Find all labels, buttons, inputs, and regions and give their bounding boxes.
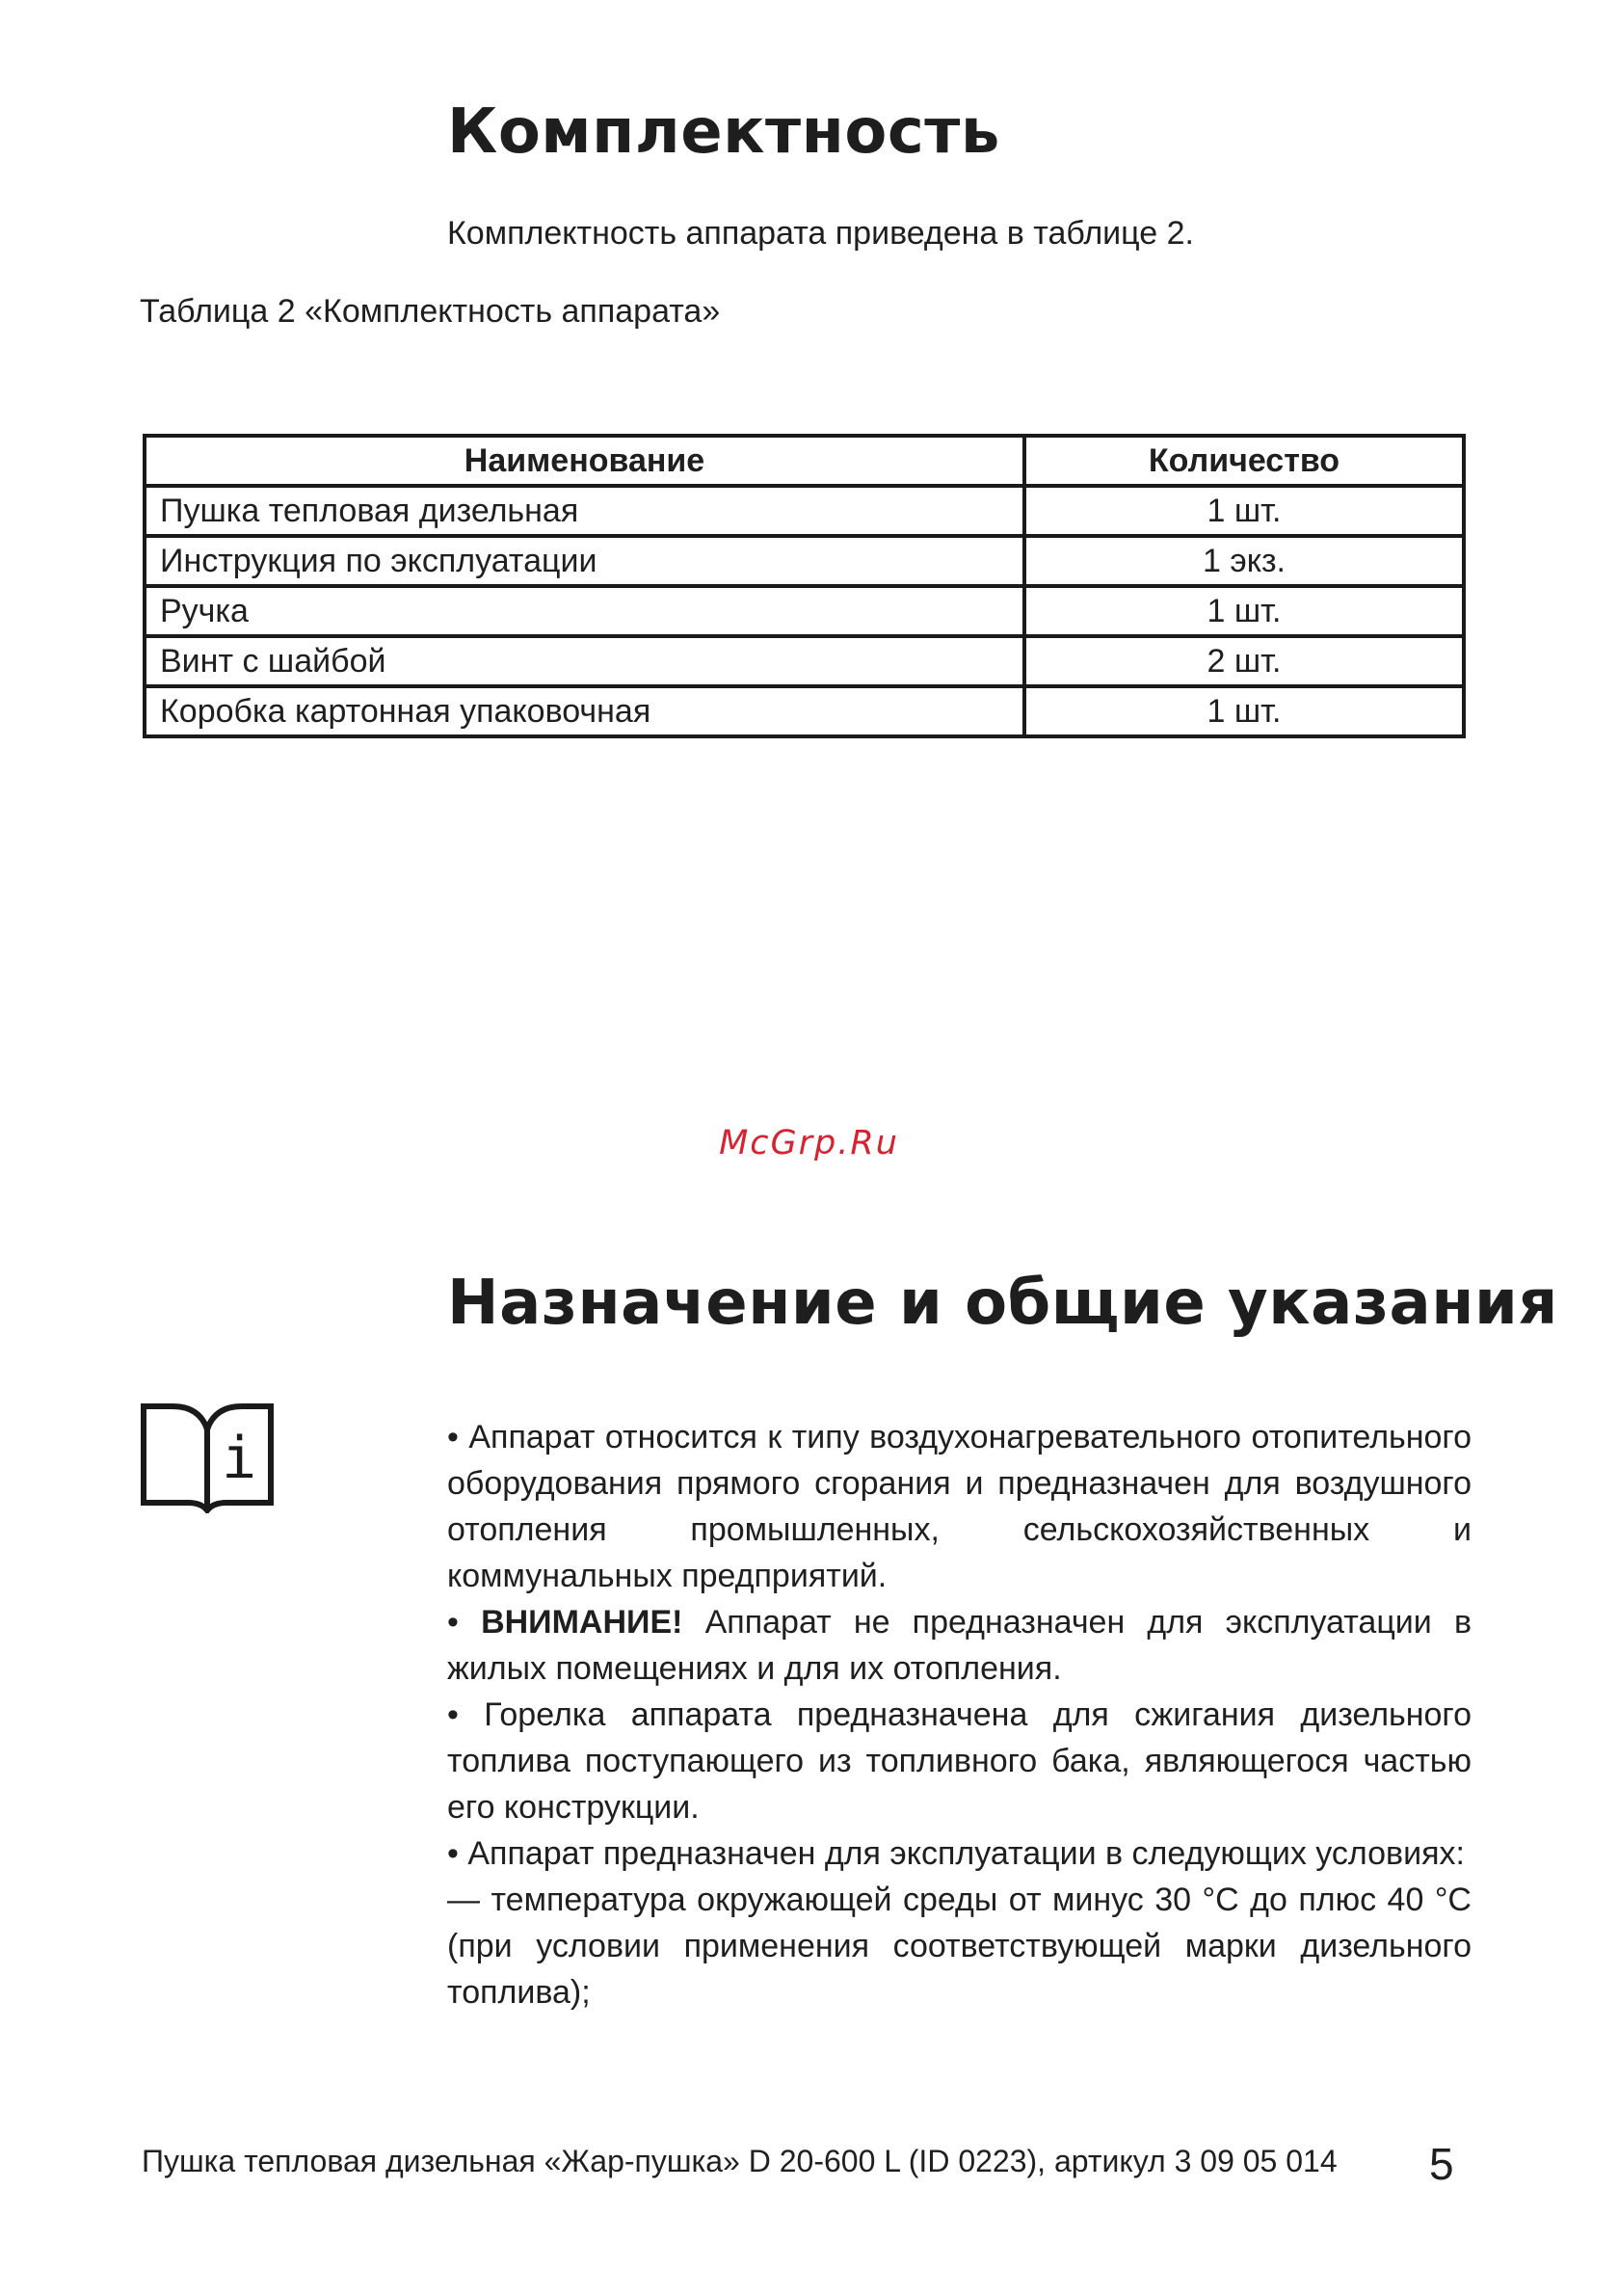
table-row	[145, 486, 1464, 536]
paragraph: • Аппарат относится к типу воздухонагревательного отопительного оборудования прямого сгорания и предназначен для воздушного отопления промышленных, сельскохозяйственных и коммунальных предприятий.	[447, 1419, 1472, 1594]
item-name: Коробка картонная упаковочная	[145, 686, 1024, 736]
section-title-kit: Комплектность	[447, 96, 1000, 168]
purpose-body	[447, 1414, 1472, 2016]
paragraph: • Аппарат предназначен для эксплуатации в следующих условиях:	[447, 1835, 1465, 1872]
item-quantity: 1 экз.	[1024, 536, 1464, 586]
table-header-row	[145, 436, 1464, 486]
item-name: Пушка тепловая дизельная	[145, 486, 1024, 536]
paragraph-warning	[447, 1599, 1472, 1692]
svg-text:i: i	[221, 1425, 257, 1492]
item-name: Ручка	[145, 586, 1024, 636]
warning-label: ВНИМАНИЕ!	[481, 1604, 683, 1641]
paragraph: — температура окружающей среды от минус 30 °C до плюс 40 °C (при условии применения соответствующей марки дизельного топлива);	[447, 1882, 1472, 2011]
item-name: Инструкция по эксплуатации	[145, 536, 1024, 586]
table-row	[145, 636, 1464, 686]
kit-intro-text: Комплектность аппарата приведена в таблице 2.	[447, 215, 1194, 252]
warning-text: Аппарат не предназначен для эксплуатации в жилых помещениях и для их отопления.	[447, 1604, 1472, 1687]
page-number: 5	[1429, 2139, 1454, 2189]
kit-table	[143, 434, 1466, 738]
info-book-icon	[140, 1402, 275, 1513]
item-quantity: 1 шт.	[1024, 586, 1464, 636]
item-name: Винт с шайбой	[145, 636, 1024, 686]
table-row	[145, 686, 1464, 736]
bullet: •	[447, 1604, 482, 1641]
watermark-link[interactable]: McGrp.Ru	[719, 1124, 899, 1162]
table-row	[145, 536, 1464, 586]
table-row	[145, 586, 1464, 636]
table-caption: Таблица 2 «Комплектность аппарата»	[140, 293, 721, 330]
item-quantity: 2 шт.	[1024, 636, 1464, 686]
item-quantity: 1 шт.	[1024, 486, 1464, 536]
column-header-quantity: Количество	[1024, 436, 1464, 486]
page-footer-text: Пушка тепловая дизельная «Жар-пушка» D 20-600 L (ID 0223), артикул 3 09 05 014	[142, 2144, 1338, 2178]
paragraph: • Горелка аппарата предназначена для сжигания дизельного топлива поступающего из топливного бака, являющегося частью его конструкции.	[447, 1696, 1472, 1826]
item-quantity: 1 шт.	[1024, 686, 1464, 736]
section-title-purpose: Назначение и общие указания	[447, 1268, 1558, 1339]
column-header-name: Наименование	[145, 436, 1024, 486]
